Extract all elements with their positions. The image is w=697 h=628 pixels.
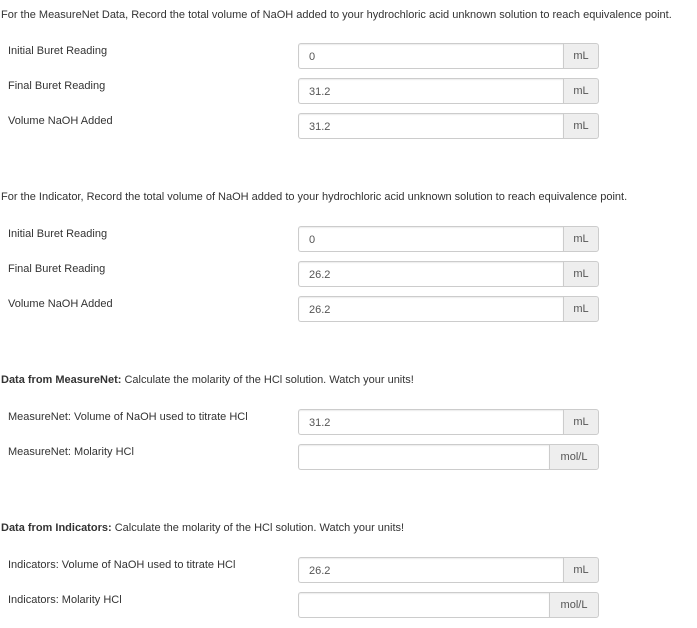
unit-addon: mL bbox=[563, 261, 599, 287]
measurenet-instruction: For the MeasureNet Data, Record the total volume of NaOH added to your hydrochloric acid unknown solution to reach equivalence point. bbox=[1, 9, 672, 21]
indicator-volume-added-group bbox=[298, 296, 599, 322]
measurenet-final-reading-label: Final Buret Reading bbox=[8, 80, 106, 92]
indicators-molarity-input[interactable] bbox=[298, 592, 549, 618]
indicator-final-reading-group bbox=[298, 261, 599, 287]
measurenet-volume-used-input[interactable] bbox=[298, 409, 563, 435]
unit-addon: mL bbox=[563, 78, 599, 104]
unit-addon: mL bbox=[563, 43, 599, 69]
measurenet-molarity-input[interactable] bbox=[298, 444, 549, 470]
indicator-instruction: For the Indicator, Record the total volume of NaOH added to your hydrochloric acid unknown solution to reach equivalence point. bbox=[1, 191, 628, 203]
indicators-calc-instruction bbox=[1, 522, 404, 534]
indicator-volume-added-label: Volume NaOH Added bbox=[8, 298, 113, 310]
measurenet-volume-used-group bbox=[298, 409, 599, 435]
measurenet-calc-text: Calculate the molarity of the HCl solution. Watch your units! bbox=[121, 374, 414, 386]
unit-addon: mL bbox=[563, 557, 599, 583]
measurenet-molarity-group bbox=[298, 444, 599, 470]
indicators-molarity-group bbox=[298, 592, 599, 618]
unit-addon: mL bbox=[563, 113, 599, 139]
indicator-initial-reading-label: Initial Buret Reading bbox=[8, 228, 108, 240]
unit-addon: mL bbox=[563, 409, 599, 435]
measurenet-initial-reading-label: Initial Buret Reading bbox=[8, 45, 108, 57]
indicator-initial-reading-input[interactable] bbox=[298, 226, 563, 252]
indicators-calc-heading: Data from Indicators: bbox=[1, 522, 112, 534]
indicators-volume-used-group bbox=[298, 557, 599, 583]
unit-addon: mL bbox=[563, 226, 599, 252]
unit-addon: mL bbox=[563, 296, 599, 322]
measurenet-calc-instruction bbox=[1, 374, 414, 386]
measurenet-final-reading-input[interactable] bbox=[298, 78, 563, 104]
indicator-initial-reading-group bbox=[298, 226, 599, 252]
measurenet-initial-reading-group bbox=[298, 43, 599, 69]
measurenet-volume-used-label: MeasureNet: Volume of NaOH used to titrate HCl bbox=[8, 411, 248, 423]
measurenet-molarity-label: MeasureNet: Molarity HCl bbox=[8, 446, 134, 458]
indicators-volume-used-label: Indicators: Volume of NaOH used to titrate HCl bbox=[8, 559, 236, 571]
measurenet-volume-added-label: Volume NaOH Added bbox=[8, 115, 113, 127]
indicators-volume-used-input[interactable] bbox=[298, 557, 563, 583]
indicator-volume-added-input[interactable] bbox=[298, 296, 563, 322]
unit-addon: mol/L bbox=[549, 592, 599, 618]
measurenet-initial-reading-input[interactable] bbox=[298, 43, 563, 69]
measurenet-calc-heading: Data from MeasureNet: bbox=[1, 374, 122, 386]
indicators-calc-text: Calculate the molarity of the HCl solution. Watch your units! bbox=[111, 522, 405, 534]
indicator-final-reading-input[interactable] bbox=[298, 261, 563, 287]
measurenet-final-reading-group bbox=[298, 78, 599, 104]
indicators-molarity-label: Indicators: Molarity HCl bbox=[8, 594, 122, 606]
unit-addon: mol/L bbox=[549, 444, 599, 470]
indicator-final-reading-label: Final Buret Reading bbox=[8, 263, 106, 275]
measurenet-volume-added-input[interactable] bbox=[298, 113, 563, 139]
measurenet-volume-added-group bbox=[298, 113, 599, 139]
